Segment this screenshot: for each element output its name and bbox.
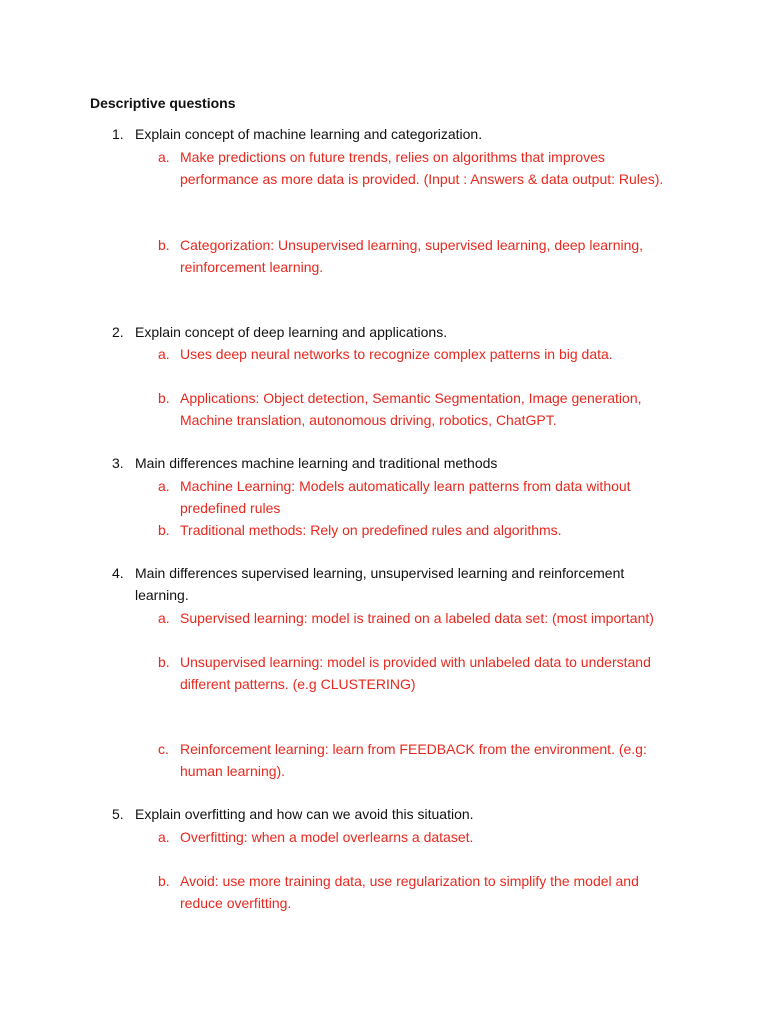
answer-text: Supervised learning: model is trained on a labeled data set: (most important) (180, 610, 654, 626)
answer-1b (158, 234, 678, 278)
question-text: Explain concept of deep learning and applications. (135, 324, 448, 340)
answer-5b (158, 870, 678, 914)
answer-letter: b. (158, 654, 170, 670)
question-text: Explain overfitting and how can we avoid this situation. (135, 806, 474, 822)
question-3 (112, 453, 672, 475)
answer-letter: b. (158, 237, 170, 253)
question-text: Main differences machine learning and traditional methods (135, 455, 498, 471)
answer-text: Reinforcement learning: learn from FEEDBACK from the environment. (e.g: human learning). (180, 741, 647, 779)
answer-text: Traditional methods: Rely on predefined rules and algorithms. (180, 522, 562, 538)
answer-text: Applications: Object detection, Semantic Segmentation, Image generation, Machine translation, autonomous driving, robotics, ChatGPT. (180, 390, 642, 428)
question-text: Explain concept of machine learning and categorization. (135, 126, 483, 142)
answer-letter: b. (158, 522, 170, 538)
question-4 (112, 563, 672, 606)
answer-letter: a. (158, 610, 170, 626)
answer-text: Machine Learning: Models automatically learn patterns from data without predefined rules (180, 478, 631, 516)
question-1 (112, 124, 672, 146)
answer-4b (158, 651, 678, 695)
answer-text: Uses deep neural networks to recognize complex patterns in big data. (180, 346, 613, 362)
answer-text: Make predictions on future trends, relies on algorithms that improves performance as more data is provided. (Input : Answers & data output: Rules). (180, 149, 664, 187)
answer-1a (158, 146, 678, 190)
question-number: 2. (112, 324, 124, 340)
question-number: 5. (112, 806, 124, 822)
question-text: Main differences supervised learning, unsupervised learning and reinforcement learning. (135, 565, 625, 603)
answer-letter: a. (158, 346, 170, 362)
answer-letter: a. (158, 149, 170, 165)
question-number: 1. (112, 126, 124, 142)
answer-letter: a. (158, 478, 170, 494)
answer-text: Overfitting: when a model overlearns a dataset. (180, 829, 474, 845)
answer-letter: b. (158, 873, 170, 889)
answer-3b (158, 519, 678, 541)
answer-text: Categorization: Unsupervised learning, supervised learning, deep learning, reinforcement learning. (180, 237, 644, 275)
question-number: 3. (112, 455, 124, 471)
answer-text: Unsupervised learning: model is provided with unlabeled data to understand different patterns. (e.g CLUSTERING) (180, 654, 651, 692)
answer-2b (158, 387, 678, 431)
question-5 (112, 804, 672, 826)
answer-letter: c. (158, 741, 169, 757)
answer-2a (158, 343, 678, 365)
question-number: 4. (112, 565, 124, 581)
answer-text: Avoid: use more training data, use regularization to simplify the model and reduce overfitting. (180, 873, 639, 911)
answer-3a (158, 475, 678, 519)
answer-letter: a. (158, 829, 170, 845)
answer-5a (158, 826, 678, 848)
answer-letter: b. (158, 390, 170, 406)
question-2 (112, 322, 672, 344)
answer-4a (158, 607, 678, 629)
answer-4c (158, 738, 678, 782)
section-heading: Descriptive questions (90, 95, 236, 111)
